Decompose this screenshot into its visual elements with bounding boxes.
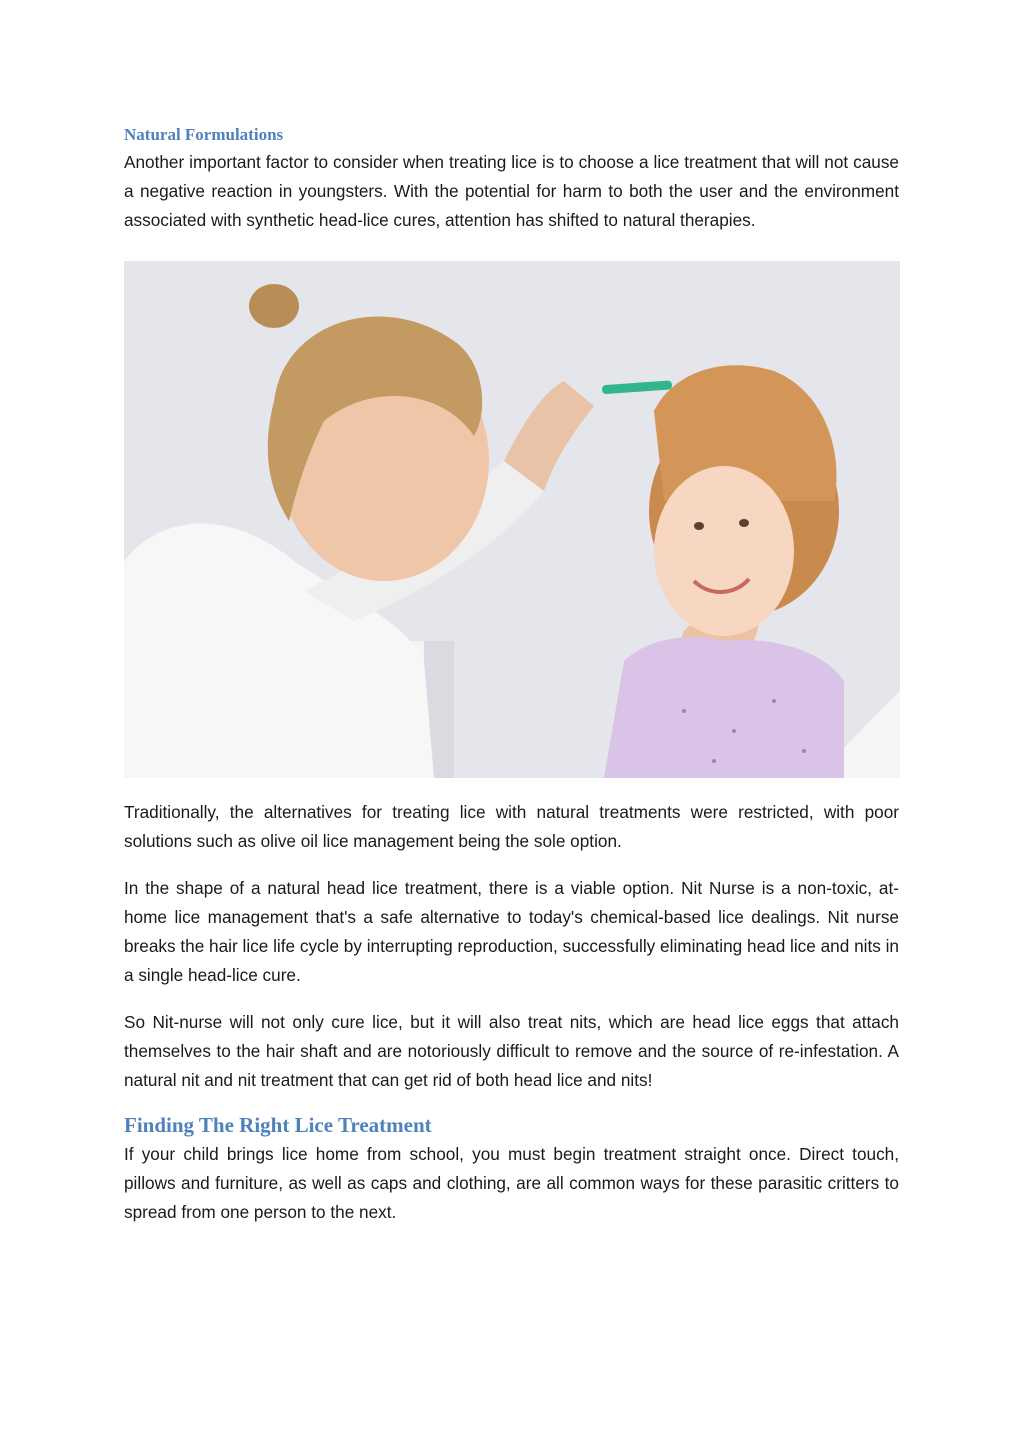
intro-paragraph: Another important factor to consider when treating lice is to choose a lice treatment that will not cause a negative reaction in youngsters. With the potential for harm to both the user and the environment associated with synthetic head-lice cures, attention has shifted to natural therapies. (124, 152, 899, 230)
body-paragraph-3: So Nit-nurse will not only cure lice, but it will also treat nits, which are head lice eggs that attach themselves to the hair shaft and are notoriously difficult to remove and the source of re-infestation. A natural nit and nit treatment that can get rid of both head lice and nits! (124, 1012, 899, 1090)
photo-mother-combing-child-hair (124, 261, 900, 778)
body-paragraph-1: Traditionally, the alternatives for treating lice with natural treatments were restricted, with poor solutions such as olive oil lice management being the sole option. (124, 802, 899, 851)
section-heading-finding-the-right-lice-treatment: Finding The Right Lice Treatment (124, 1113, 432, 1137)
document-page (124, 122, 899, 1227)
section-heading-natural-formulations: Natural Formulations (124, 125, 284, 144)
closing-paragraph: If your child brings lice home from school, you must begin treatment straight once. Direct touch, pillows and furniture, as well as caps and clothing, are all common ways for these parasitic critters to spread from one person to the next. (124, 1144, 899, 1222)
body-paragraph-2: In the shape of a natural head lice treatment, there is a viable option. Nit Nurse is a non-toxic, at-home lice management that's a safe alternative to today's chemical-based lice dealings. Nit nurse breaks the hair lice life cycle by interrupting reproduction, successfully eliminating head lice and nits in a single head-lice cure. (124, 878, 899, 985)
